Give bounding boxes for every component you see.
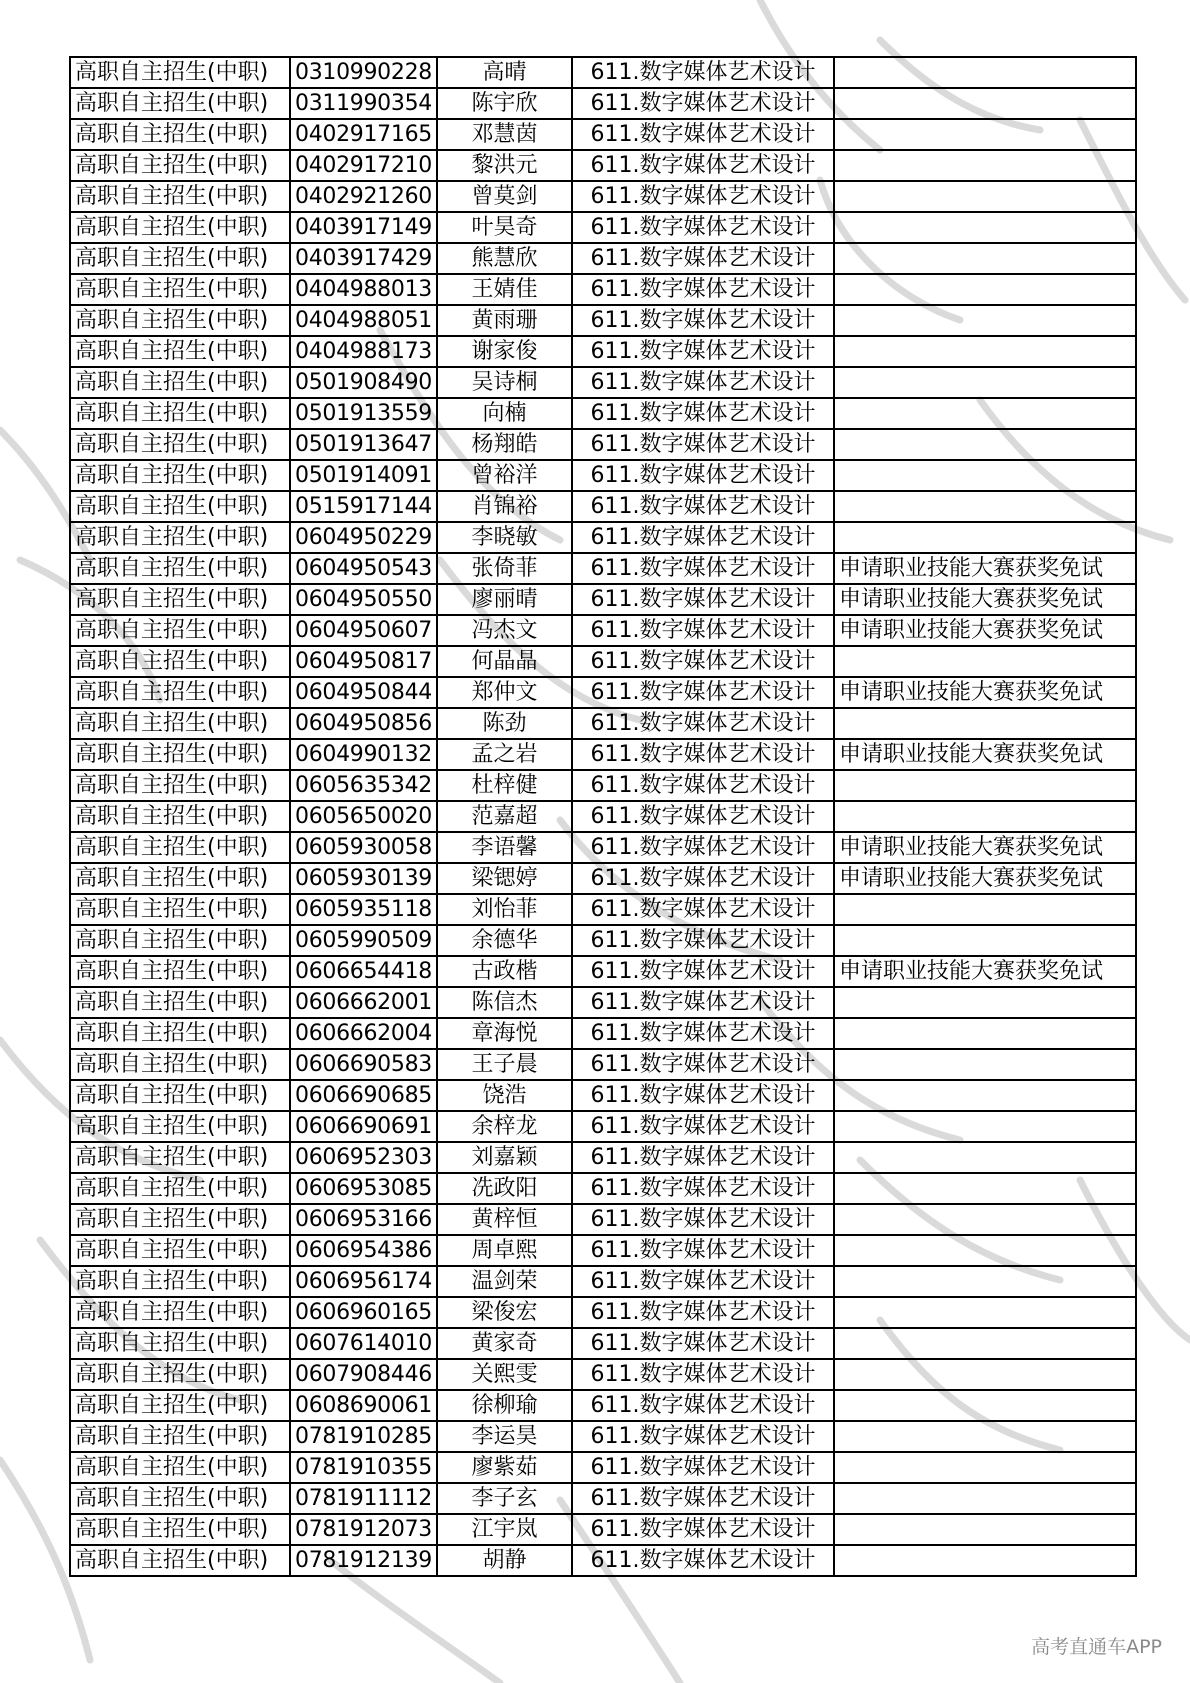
cell-id: 0605935118 <box>290 894 437 925</box>
cell-type: 高职自主招生(中职) <box>70 863 290 894</box>
cell-type: 高职自主招生(中职) <box>70 770 290 801</box>
cell-major: 611.数字媒体艺术设计 <box>572 150 834 181</box>
table-row <box>70 1297 1136 1328</box>
cell-name: 黄家奇 <box>437 1328 572 1359</box>
cell-id: 0606954386 <box>290 1235 437 1266</box>
cell-major: 611.数字媒体艺术设计 <box>572 708 834 739</box>
table-row <box>70 491 1136 522</box>
cell-type: 高职自主招生(中职) <box>70 1049 290 1080</box>
cell-name: 陈信杰 <box>437 987 572 1018</box>
footer-app-name: 高考直通车APP <box>1031 1636 1162 1658</box>
cell-name: 关熙雯 <box>437 1359 572 1390</box>
cell-id: 0515917144 <box>290 491 437 522</box>
cell-type: 高职自主招生(中职) <box>70 181 290 212</box>
table-row <box>70 1390 1136 1421</box>
cell-major: 611.数字媒体艺术设计 <box>572 1297 834 1328</box>
cell-note <box>834 460 1136 491</box>
cell-name: 梁锶婷 <box>437 863 572 894</box>
cell-name: 叶昊奇 <box>437 212 572 243</box>
cell-name: 余德华 <box>437 925 572 956</box>
table-row <box>70 181 1136 212</box>
cell-note <box>834 770 1136 801</box>
cell-id: 0604950844 <box>290 677 437 708</box>
cell-id: 0501908490 <box>290 367 437 398</box>
table-row <box>70 243 1136 274</box>
cell-major: 611.数字媒体艺术设计 <box>572 615 834 646</box>
cell-type: 高职自主招生(中职) <box>70 274 290 305</box>
cell-id: 0781910355 <box>290 1452 437 1483</box>
cell-name: 范嘉超 <box>437 801 572 832</box>
cell-type: 高职自主招生(中职) <box>70 1545 290 1576</box>
cell-note <box>834 1545 1136 1576</box>
table-row <box>70 398 1136 429</box>
table-row <box>70 460 1136 491</box>
cell-id: 0606953085 <box>290 1173 437 1204</box>
cell-type: 高职自主招生(中职) <box>70 1390 290 1421</box>
cell-major: 611.数字媒体艺术设计 <box>572 677 834 708</box>
cell-note <box>834 491 1136 522</box>
cell-note: 申请职业技能大赛获奖免试 <box>834 956 1136 987</box>
cell-major: 611.数字媒体艺术设计 <box>572 739 834 770</box>
cell-major: 611.数字媒体艺术设计 <box>572 119 834 150</box>
cell-name: 刘嘉颖 <box>437 1142 572 1173</box>
cell-note <box>834 1142 1136 1173</box>
cell-major: 611.数字媒体艺术设计 <box>572 1018 834 1049</box>
cell-id: 0604990132 <box>290 739 437 770</box>
table-row <box>70 739 1136 770</box>
cell-id: 0606690685 <box>290 1080 437 1111</box>
table-row <box>70 1359 1136 1390</box>
cell-major: 611.数字媒体艺术设计 <box>572 1173 834 1204</box>
cell-note <box>834 522 1136 553</box>
cell-note <box>834 894 1136 925</box>
cell-major: 611.数字媒体艺术设计 <box>572 88 834 119</box>
cell-type: 高职自主招生(中职) <box>70 305 290 336</box>
cell-id: 0501914091 <box>290 460 437 491</box>
cell-type: 高职自主招生(中职) <box>70 553 290 584</box>
table-row <box>70 1049 1136 1080</box>
cell-type: 高职自主招生(中职) <box>70 1359 290 1390</box>
cell-id: 0605650020 <box>290 801 437 832</box>
cell-type: 高职自主招生(中职) <box>70 367 290 398</box>
cell-name: 向楠 <box>437 398 572 429</box>
cell-id: 0606690691 <box>290 1111 437 1142</box>
cell-type: 高职自主招生(中职) <box>70 925 290 956</box>
cell-name: 王婧佳 <box>437 274 572 305</box>
cell-name: 陈劲 <box>437 708 572 739</box>
cell-note <box>834 367 1136 398</box>
table-row <box>70 863 1136 894</box>
cell-major: 611.数字媒体艺术设计 <box>572 212 834 243</box>
cell-id: 0604950607 <box>290 615 437 646</box>
table-row <box>70 987 1136 1018</box>
cell-major: 611.数字媒体艺术设计 <box>572 274 834 305</box>
cell-name: 王子晨 <box>437 1049 572 1080</box>
table-row <box>70 1142 1136 1173</box>
cell-type: 高职自主招生(中职) <box>70 212 290 243</box>
cell-name: 廖丽晴 <box>437 584 572 615</box>
table-row <box>70 212 1136 243</box>
cell-note: 申请职业技能大赛获奖免试 <box>834 863 1136 894</box>
table-row <box>70 956 1136 987</box>
table-row <box>70 119 1136 150</box>
cell-note: 申请职业技能大赛获奖免试 <box>834 677 1136 708</box>
cell-name: 李晓敏 <box>437 522 572 553</box>
cell-type: 高职自主招生(中职) <box>70 1266 290 1297</box>
cell-name: 廖紫茹 <box>437 1452 572 1483</box>
cell-note <box>834 57 1136 88</box>
cell-name: 古政楷 <box>437 956 572 987</box>
cell-major: 611.数字媒体艺术设计 <box>572 1235 834 1266</box>
cell-note <box>834 1452 1136 1483</box>
cell-note <box>834 274 1136 305</box>
cell-name: 李运昊 <box>437 1421 572 1452</box>
cell-id: 0781910285 <box>290 1421 437 1452</box>
table-row <box>70 832 1136 863</box>
cell-type: 高职自主招生(中职) <box>70 243 290 274</box>
table-row <box>70 1328 1136 1359</box>
cell-id: 0781912139 <box>290 1545 437 1576</box>
table-row <box>70 1483 1136 1514</box>
cell-id: 0606952303 <box>290 1142 437 1173</box>
cell-note <box>834 1421 1136 1452</box>
cell-name: 梁俊宏 <box>437 1297 572 1328</box>
cell-note <box>834 1328 1136 1359</box>
cell-note: 申请职业技能大赛获奖免试 <box>834 832 1136 863</box>
table-row <box>70 1235 1136 1266</box>
cell-type: 高职自主招生(中职) <box>70 646 290 677</box>
cell-type: 高职自主招生(中职) <box>70 987 290 1018</box>
cell-name: 徐柳瑜 <box>437 1390 572 1421</box>
cell-id: 0606662004 <box>290 1018 437 1049</box>
cell-major: 611.数字媒体艺术设计 <box>572 1514 834 1545</box>
cell-id: 0605990509 <box>290 925 437 956</box>
cell-note: 申请职业技能大赛获奖免试 <box>834 584 1136 615</box>
cell-id: 0402917210 <box>290 150 437 181</box>
cell-type: 高职自主招生(中职) <box>70 1514 290 1545</box>
cell-major: 611.数字媒体艺术设计 <box>572 367 834 398</box>
cell-name: 邓慧茵 <box>437 119 572 150</box>
cell-name: 黄雨珊 <box>437 305 572 336</box>
table-row <box>70 1545 1136 1576</box>
cell-id: 0606690583 <box>290 1049 437 1080</box>
cell-note <box>834 1297 1136 1328</box>
cell-note <box>834 801 1136 832</box>
cell-id: 0605930058 <box>290 832 437 863</box>
cell-type: 高职自主招生(中职) <box>70 1018 290 1049</box>
cell-note <box>834 181 1136 212</box>
table-row <box>70 522 1136 553</box>
table-row <box>70 1204 1136 1235</box>
cell-note: 申请职业技能大赛获奖免试 <box>834 739 1136 770</box>
cell-type: 高职自主招生(中职) <box>70 1452 290 1483</box>
cell-major: 611.数字媒体艺术设计 <box>572 1111 834 1142</box>
cell-note <box>834 429 1136 460</box>
cell-name: 李语馨 <box>437 832 572 863</box>
table-row <box>70 801 1136 832</box>
cell-id: 0604950550 <box>290 584 437 615</box>
cell-major: 611.数字媒体艺术设计 <box>572 1545 834 1576</box>
cell-major: 611.数字媒体艺术设计 <box>572 894 834 925</box>
cell-type: 高职自主招生(中职) <box>70 801 290 832</box>
cell-note <box>834 1235 1136 1266</box>
cell-type: 高职自主招生(中职) <box>70 522 290 553</box>
cell-type: 高职自主招生(中职) <box>70 1111 290 1142</box>
cell-id: 0403917429 <box>290 243 437 274</box>
cell-id: 0607614010 <box>290 1328 437 1359</box>
cell-note <box>834 1390 1136 1421</box>
cell-major: 611.数字媒体艺术设计 <box>572 460 834 491</box>
table-row <box>70 429 1136 460</box>
table-row <box>70 925 1136 956</box>
cell-major: 611.数字媒体艺术设计 <box>572 801 834 832</box>
cell-note <box>834 1514 1136 1545</box>
table-row <box>70 553 1136 584</box>
cell-id: 0607908446 <box>290 1359 437 1390</box>
cell-name: 饶浩 <box>437 1080 572 1111</box>
cell-major: 611.数字媒体艺术设计 <box>572 181 834 212</box>
table-row <box>70 708 1136 739</box>
cell-id: 0310990228 <box>290 57 437 88</box>
table-row <box>70 88 1136 119</box>
table-row <box>70 336 1136 367</box>
table-row <box>70 57 1136 88</box>
table-row <box>70 1266 1136 1297</box>
cell-type: 高职自主招生(中职) <box>70 1421 290 1452</box>
cell-major: 611.数字媒体艺术设计 <box>572 925 834 956</box>
cell-type: 高职自主招生(中职) <box>70 119 290 150</box>
cell-name: 冼政阳 <box>437 1173 572 1204</box>
admission-list-table <box>69 56 1137 1577</box>
cell-major: 611.数字媒体艺术设计 <box>572 1359 834 1390</box>
cell-type: 高职自主招生(中职) <box>70 677 290 708</box>
cell-name: 刘怡菲 <box>437 894 572 925</box>
cell-type: 高职自主招生(中职) <box>70 1235 290 1266</box>
cell-id: 0604950543 <box>290 553 437 584</box>
cell-name: 余梓龙 <box>437 1111 572 1142</box>
cell-note <box>834 88 1136 119</box>
cell-name: 陈宇欣 <box>437 88 572 119</box>
cell-id: 0604950856 <box>290 708 437 739</box>
table-row <box>70 1111 1136 1142</box>
cell-id: 0606654418 <box>290 956 437 987</box>
cell-major: 611.数字媒体艺术设计 <box>572 770 834 801</box>
cell-note <box>834 1049 1136 1080</box>
cell-note <box>834 243 1136 274</box>
cell-name: 曾莫剑 <box>437 181 572 212</box>
cell-note <box>834 987 1136 1018</box>
cell-note <box>834 212 1136 243</box>
cell-major: 611.数字媒体艺术设计 <box>572 1421 834 1452</box>
cell-id: 0311990354 <box>290 88 437 119</box>
cell-name: 肖锦裕 <box>437 491 572 522</box>
cell-name: 杜梓健 <box>437 770 572 801</box>
cell-note <box>834 646 1136 677</box>
cell-name: 周卓熙 <box>437 1235 572 1266</box>
cell-major: 611.数字媒体艺术设计 <box>572 863 834 894</box>
cell-type: 高职自主招生(中职) <box>70 708 290 739</box>
cell-type: 高职自主招生(中职) <box>70 150 290 181</box>
cell-major: 611.数字媒体艺术设计 <box>572 1080 834 1111</box>
cell-name: 吴诗桐 <box>437 367 572 398</box>
cell-note <box>834 925 1136 956</box>
cell-major: 611.数字媒体艺术设计 <box>572 1452 834 1483</box>
table-row <box>70 615 1136 646</box>
cell-id: 0605635342 <box>290 770 437 801</box>
cell-type: 高职自主招生(中职) <box>70 1204 290 1235</box>
cell-note <box>834 1483 1136 1514</box>
cell-major: 611.数字媒体艺术设计 <box>572 398 834 429</box>
cell-note <box>834 1173 1136 1204</box>
cell-type: 高职自主招生(中职) <box>70 460 290 491</box>
cell-id: 0781912073 <box>290 1514 437 1545</box>
cell-id: 0605930139 <box>290 863 437 894</box>
cell-type: 高职自主招生(中职) <box>70 615 290 646</box>
cell-name: 熊慧欣 <box>437 243 572 274</box>
cell-note <box>834 1080 1136 1111</box>
table-row <box>70 367 1136 398</box>
table-row <box>70 770 1136 801</box>
cell-type: 高职自主招生(中职) <box>70 832 290 863</box>
cell-type: 高职自主招生(中职) <box>70 429 290 460</box>
cell-note <box>834 305 1136 336</box>
cell-id: 0501913559 <box>290 398 437 429</box>
cell-major: 611.数字媒体艺术设计 <box>572 987 834 1018</box>
cell-major: 611.数字媒体艺术设计 <box>572 429 834 460</box>
cell-id: 0404988013 <box>290 274 437 305</box>
cell-name: 杨翔皓 <box>437 429 572 460</box>
cell-id: 0403917149 <box>290 212 437 243</box>
table-row <box>70 150 1136 181</box>
cell-major: 611.数字媒体艺术设计 <box>572 1483 834 1514</box>
cell-note <box>834 1359 1136 1390</box>
cell-major: 611.数字媒体艺术设计 <box>572 305 834 336</box>
cell-id: 0781911112 <box>290 1483 437 1514</box>
cell-id: 0501913647 <box>290 429 437 460</box>
cell-type: 高职自主招生(中职) <box>70 88 290 119</box>
cell-note: 申请职业技能大赛获奖免试 <box>834 615 1136 646</box>
cell-name: 冯杰文 <box>437 615 572 646</box>
cell-type: 高职自主招生(中职) <box>70 1297 290 1328</box>
cell-name: 胡静 <box>437 1545 572 1576</box>
cell-name: 曾裕洋 <box>437 460 572 491</box>
cell-name: 温剑荣 <box>437 1266 572 1297</box>
cell-type: 高职自主招生(中职) <box>70 1328 290 1359</box>
cell-note <box>834 336 1136 367</box>
table-row <box>70 1173 1136 1204</box>
cell-name: 谢家俊 <box>437 336 572 367</box>
cell-type: 高职自主招生(中职) <box>70 584 290 615</box>
table-row <box>70 894 1136 925</box>
cell-name: 郑仲文 <box>437 677 572 708</box>
cell-type: 高职自主招生(中职) <box>70 398 290 429</box>
cell-id: 0404988051 <box>290 305 437 336</box>
cell-type: 高职自主招生(中职) <box>70 336 290 367</box>
cell-type: 高职自主招生(中职) <box>70 1173 290 1204</box>
table-row <box>70 1452 1136 1483</box>
cell-id: 0606662001 <box>290 987 437 1018</box>
cell-name: 江宇岚 <box>437 1514 572 1545</box>
cell-id: 0402917165 <box>290 119 437 150</box>
cell-note <box>834 1018 1136 1049</box>
cell-note <box>834 1111 1136 1142</box>
cell-type: 高职自主招生(中职) <box>70 1483 290 1514</box>
cell-major: 611.数字媒体艺术设计 <box>572 1204 834 1235</box>
cell-id: 0402921260 <box>290 181 437 212</box>
cell-type: 高职自主招生(中职) <box>70 57 290 88</box>
cell-major: 611.数字媒体艺术设计 <box>572 1142 834 1173</box>
cell-major: 611.数字媒体艺术设计 <box>572 522 834 553</box>
cell-major: 611.数字媒体艺术设计 <box>572 956 834 987</box>
cell-note: 申请职业技能大赛获奖免试 <box>834 553 1136 584</box>
cell-id: 0606960165 <box>290 1297 437 1328</box>
cell-note <box>834 1204 1136 1235</box>
cell-major: 611.数字媒体艺术设计 <box>572 584 834 615</box>
cell-major: 611.数字媒体艺术设计 <box>572 646 834 677</box>
cell-name: 章海悦 <box>437 1018 572 1049</box>
table-row <box>70 274 1136 305</box>
cell-type: 高职自主招生(中职) <box>70 1142 290 1173</box>
cell-name: 黎洪元 <box>437 150 572 181</box>
table-row <box>70 584 1136 615</box>
cell-major: 611.数字媒体艺术设计 <box>572 832 834 863</box>
cell-name: 孟之岩 <box>437 739 572 770</box>
cell-note <box>834 119 1136 150</box>
cell-major: 611.数字媒体艺术设计 <box>572 491 834 522</box>
table-row <box>70 677 1136 708</box>
table-row <box>70 646 1136 677</box>
table-row <box>70 1421 1136 1452</box>
cell-id: 0604950229 <box>290 522 437 553</box>
cell-name: 高晴 <box>437 57 572 88</box>
cell-name: 李子玄 <box>437 1483 572 1514</box>
cell-type: 高职自主招生(中职) <box>70 739 290 770</box>
cell-major: 611.数字媒体艺术设计 <box>572 1266 834 1297</box>
cell-id: 0604950817 <box>290 646 437 677</box>
cell-id: 0606956174 <box>290 1266 437 1297</box>
table-row <box>70 1018 1136 1049</box>
cell-type: 高职自主招生(中职) <box>70 491 290 522</box>
cell-major: 611.数字媒体艺术设计 <box>572 336 834 367</box>
cell-id: 0606953166 <box>290 1204 437 1235</box>
cell-type: 高职自主招生(中职) <box>70 956 290 987</box>
table-body <box>70 57 1136 1576</box>
table-row <box>70 1514 1136 1545</box>
cell-name: 黄梓恒 <box>437 1204 572 1235</box>
cell-major: 611.数字媒体艺术设计 <box>572 243 834 274</box>
cell-major: 611.数字媒体艺术设计 <box>572 1049 834 1080</box>
cell-major: 611.数字媒体艺术设计 <box>572 1328 834 1359</box>
cell-id: 0404988173 <box>290 336 437 367</box>
cell-major: 611.数字媒体艺术设计 <box>572 57 834 88</box>
table-row <box>70 1080 1136 1111</box>
cell-note <box>834 708 1136 739</box>
cell-name: 张倚菲 <box>437 553 572 584</box>
table-row <box>70 305 1136 336</box>
cell-id: 0608690061 <box>290 1390 437 1421</box>
cell-major: 611.数字媒体艺术设计 <box>572 553 834 584</box>
cell-note <box>834 150 1136 181</box>
cell-name: 何晶晶 <box>437 646 572 677</box>
cell-note <box>834 398 1136 429</box>
cell-type: 高职自主招生(中职) <box>70 1080 290 1111</box>
cell-note <box>834 1266 1136 1297</box>
cell-type: 高职自主招生(中职) <box>70 894 290 925</box>
cell-major: 611.数字媒体艺术设计 <box>572 1390 834 1421</box>
